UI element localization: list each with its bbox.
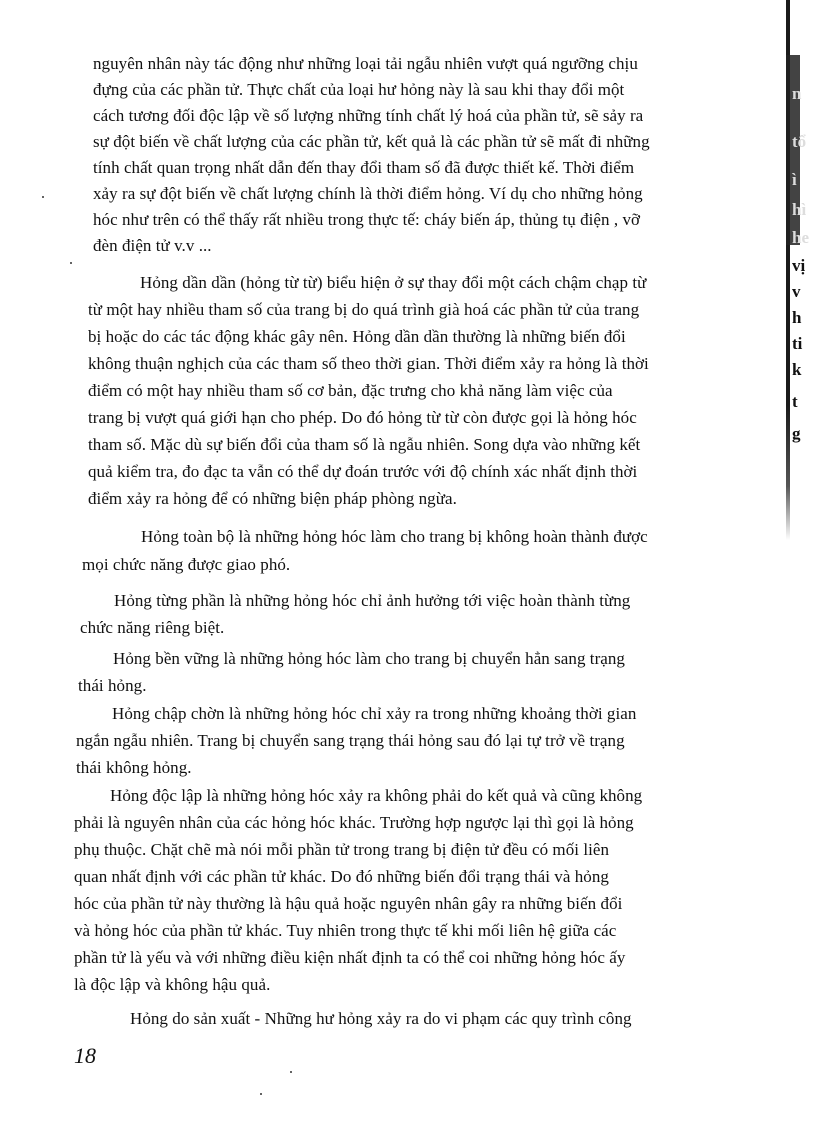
bleed-letter: vị [792,256,806,275]
text-line: tính chất quan trọng nhất dẫn đến thay đổi tham số đã được thiết kế. Thời điểm [93,158,635,177]
text-line: đựng của các phần tử. Thực chất của loại hư hỏng này là sau khi thay đổi một [93,80,625,99]
text-line: hóc như trên có thể thấy rất nhiều trong thực tế: cháy biến áp, thủng tụ điện , vỡ [93,210,641,229]
bleed-letter: ti [792,334,803,353]
text-line: chức năng riêng biệt. [80,618,225,637]
paragraph-first-line: Hỏng độc lập là những hỏng hóc xảy ra không phải do kết quả và cũng không [110,786,643,805]
paragraph-first-line: Hỏng toàn bộ là những hỏng hóc làm cho trang bị không hoàn thành được [141,527,648,546]
bleed-letter: k [792,360,802,379]
text-line: thái hỏng. [78,676,147,695]
scan-speck [290,1071,292,1073]
bleed-letter: v [792,282,801,301]
text-line: thái không hỏng. [76,758,192,777]
text-line: nguyên nhân này tác động như những loại tải ngẫu nhiên vượt quá ngưỡng chịu [93,54,638,73]
paragraph-first-line: Hỏng từng phần là những hỏng hóc chỉ ảnh hưởng tới việc hoàn thành từng [114,591,631,610]
paragraph-first-line: Hỏng chập chờn là những hỏng hóc chỉ xảy ra trong những khoảng thời gian [112,704,637,723]
bleed-letter: he [792,228,809,247]
text-line: từ một hay nhiều tham số của trang bị do quá trình già hoá các phần tử của trang [88,300,640,319]
text-line: bị hoặc do các tác động khác gây nên. Hỏng dần dần thường là những biến đổi [88,327,626,346]
text-line: tham số. Mặc dù sự biến đổi của tham số là ngẫu nhiên. Song dựa vào những kết [88,435,641,454]
text-line: là độc lập và không hậu quả. [74,975,271,994]
page-number: 18 [74,1043,96,1068]
bleed-letter: hì [792,200,807,219]
paragraph-first-line: Hỏng dần dần (hỏng từ từ) biểu hiện ở sự thay đổi một cách chậm chạp từ [140,273,647,292]
bleed-letter: g [792,424,801,443]
text-line: ngắn ngẫu nhiên. Trang bị chuyển sang trạng thái hỏng sau đó lại tự trở về trạng [76,731,625,750]
text-line: phần tử là yếu và với những điều kiện nhất định ta có thể coi những hỏng hóc ấy [74,948,626,967]
paragraph-first-line: Hỏng bền vững là những hỏng hóc làm cho trang bị chuyển hẳn sang trạng [113,649,625,668]
bleed-letter: n [792,84,802,103]
text-line: phụ thuộc. Chặt chẽ mà nói mỗi phần tử trong trang bị điện tử đều có mối liên [74,840,610,859]
text-line: và hỏng hóc của phần tử khác. Tuy nhiên trong thực tế khi mối liên hệ giữa các [74,921,617,940]
scan-speck [70,262,72,264]
bleed-letter: h [792,308,802,327]
text-line: sự đột biến về chất lượng của các phần tử, kết quả là các phần tử sẽ mất đi những [93,132,650,151]
text-line: xảy ra sự đột biến về chất lượng chính là thời điểm hỏng. Ví dụ cho những hỏng [93,184,643,203]
bleed-letter: ì [792,170,797,189]
text-line: đèn điện tử v.v ... [93,236,212,255]
text-line: quan nhất định với các phần tử khác. Do đó những biến đổi trạng thái và hỏng [74,867,609,886]
text-line: hóc của phần tử này thường là hậu quả hoặc nguyên nhân gây ra những biến đổi [74,894,623,913]
bleed-letter: t [792,392,798,411]
text-line: quả kiểm tra, đo đạc ta vẫn có thể dự đoán trước với độ chính xác nhất định thời [88,462,638,481]
text-line: điểm có một hay nhiều tham số cơ bản, đặc trưng cho khả năng làm việc của [88,381,613,400]
paragraph-first-line: Hỏng do sản xuất - Những hư hỏng xảy ra do vi phạm các quy trình công [130,1009,632,1028]
bleed-letter: tổ [792,132,807,151]
text-line: trang bị vượt quá giới hạn cho phép. Do đó hỏng từ từ còn được gọi là hỏng hóc [88,408,637,427]
text-line: không thuận nghịch của các tham số theo thời gian. Thời điểm xảy ra hỏng là thời [88,354,649,373]
text-line: mọi chức năng được giao phó. [82,555,291,574]
text-line: phải là nguyên nhân của các hỏng hóc khác. Trường hợp ngược lại thì gọi là hỏng [74,813,634,832]
text-line: cách tương đối độc lập về số lượng những tính chất lý hoá của phần tử, sẽ sảy ra [93,106,644,125]
scan-speck [260,1093,262,1095]
text-line: điểm xảy ra hỏng để có những biện pháp phòng ngừa. [88,489,457,508]
scan-speck [42,196,44,198]
facing-page-edge [786,0,816,560]
